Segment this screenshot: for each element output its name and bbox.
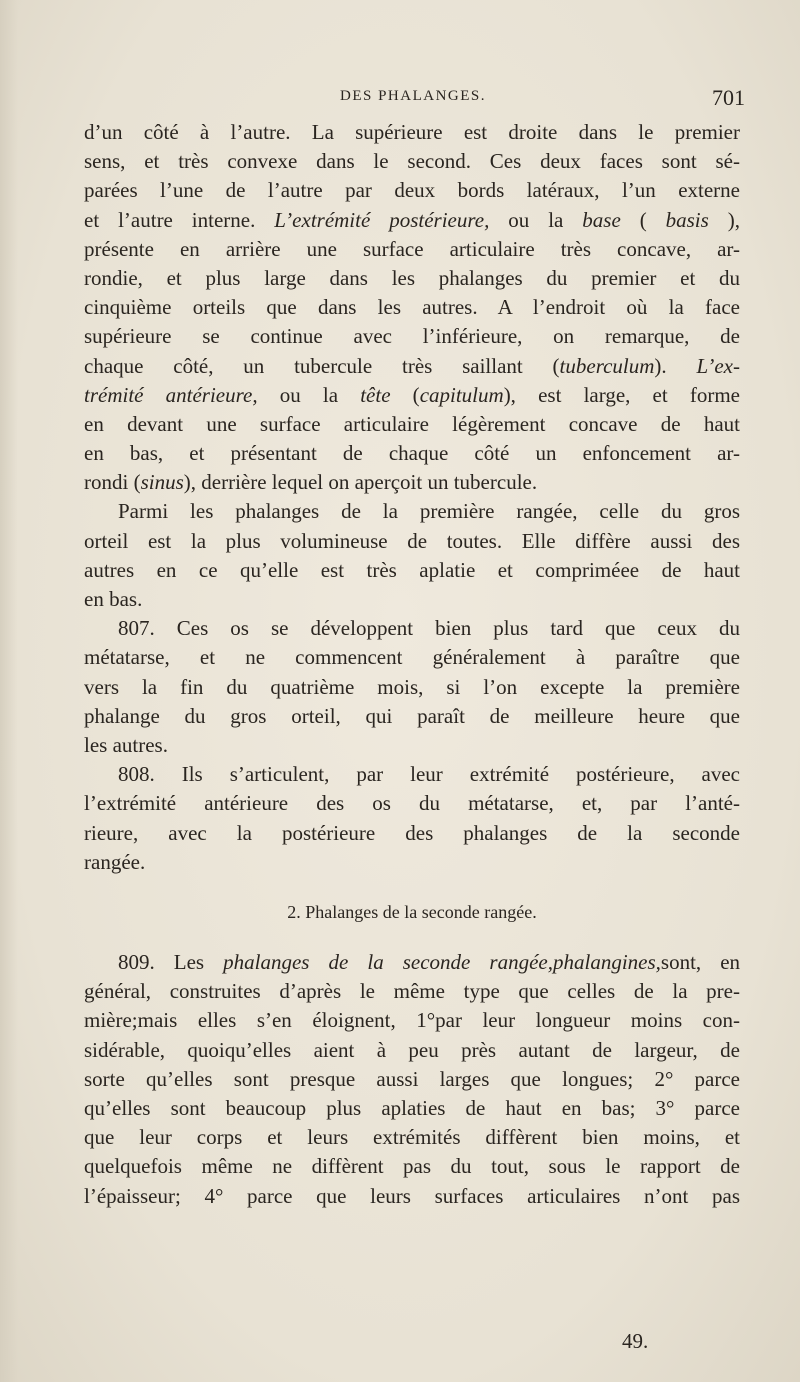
italic-term: basis (665, 207, 709, 232)
text-line: l’épaisseur; 4° parce que leurs surfaces articulaires n’ont pas (84, 1183, 740, 1208)
text-line: sidérable, quoiqu’elles aient à peu près autant de largeur, de (84, 1037, 740, 1062)
section-gap (84, 927, 740, 948)
text-line: rondie, et plus large dans les phalanges du premier et du (84, 265, 740, 290)
text-line: 809. Les phalanges de la seconde rangée,phalangines,sont, en (118, 950, 741, 975)
italic-term: capitulum (419, 382, 504, 407)
italic-term: phalanges de la seconde rangée,phalangines, (223, 950, 661, 975)
text-line: trémité antérieure, ou la tête (capitulum), est large, et forme (84, 382, 741, 407)
text-line: métatarse, et ne commencent généralement à paraître que (84, 645, 740, 670)
italic-term: tête (360, 382, 391, 407)
text-line: en bas, et présentant de chaque côté un enfoncement ar- (84, 441, 740, 466)
page-number: 701 (712, 85, 745, 110)
text-line: présente en arrière une surface articulaire très concave, ar- (84, 236, 740, 261)
italic-term: trémité antérieure, (84, 382, 258, 407)
text-line: phalange du gros orteil, qui paraît de meilleure heure que (84, 703, 740, 728)
text-line: sens, et très convexe dans le second. Ces deux faces sont sé- (84, 149, 740, 174)
text-line: l’extrémité antérieure des os du métatarse, et, par l’anté- (84, 791, 740, 816)
text-line: 808. Ils s’articulent, par leur extrémité postérieure, avec (118, 762, 740, 787)
text-line: mière;mais elles s’en éloignent, 1°par leur longueur moins con- (84, 1008, 740, 1033)
text-line: rieure, avec la postérieure des phalanges de la seconde (84, 820, 740, 845)
italic-term: L’extrémité postérieure, (274, 207, 490, 232)
page-edge-shadow (0, 0, 18, 1382)
italic-term: base (582, 207, 621, 232)
section-gap (84, 877, 740, 898)
text-line: parées l’une de l’autre par deux bords latéraux, l’un externe (84, 178, 740, 203)
text-line: général, construites d’après le même type que celles de la pre- (84, 979, 740, 1004)
text-line: rangée. (84, 849, 146, 874)
text-line: chaque côté, un tubercule très saillant (tuberculum). L’ex- (84, 353, 740, 378)
gathering-signature: 49. (622, 1329, 649, 1353)
text-line: vers la fin du quatrième mois, si l’on excepte la première (84, 674, 740, 699)
text-line: et l’autre interne. L’extrémité postérieure, ou la base ( basis ), (84, 207, 740, 232)
text-line: supérieure se continue avec l’inférieure, on remarque, de (84, 324, 740, 349)
italic-term: L’ex- (696, 353, 740, 378)
text-line: orteil est la plus volumineuse de toutes. Elle diffère aussi des (84, 528, 740, 553)
text-line: d’un côté à l’autre. La supérieure est droite dans le premier (84, 120, 740, 144)
section-heading: 2. Phalanges de la seconde rangée. (287, 901, 537, 922)
italic-term: tuberculum (559, 353, 655, 378)
text-line: rondi (sinus), derrière lequel on aperçoit un tubercule. (84, 470, 538, 495)
body-text (84, 118, 740, 1211)
text-line: cinquième orteils que dans les autres. A l’endroit où la face (84, 295, 740, 320)
text-line: Parmi les phalanges de la première rangée, celle du gros (118, 499, 740, 524)
text-line: qu’elles sont beaucoup plus aplaties de haut en bas; 3° parce (84, 1096, 740, 1120)
text-line: que leur corps et leurs extrémités diffèrent bien moins, et (84, 1125, 740, 1150)
text-line: 807. Ces os se développent bien plus tard que ceux du (118, 616, 740, 641)
text-line: en bas. (84, 587, 143, 611)
italic-term: sinus (140, 470, 184, 495)
running-head: DES PHALANGES. (340, 88, 487, 104)
text-line: quelquefois même ne diffèrent pas du tout, sous le rapport de (84, 1154, 740, 1179)
text-line: autres en ce qu’elle est très aplatie et compriméee de haut (84, 557, 740, 582)
text-line: sorte qu’elles sont presque aussi larges que longues; 2° parce (84, 1066, 740, 1091)
text-line: les autres. (84, 732, 168, 757)
text-line: en devant une surface articulaire légèrement concave de haut (84, 411, 740, 436)
